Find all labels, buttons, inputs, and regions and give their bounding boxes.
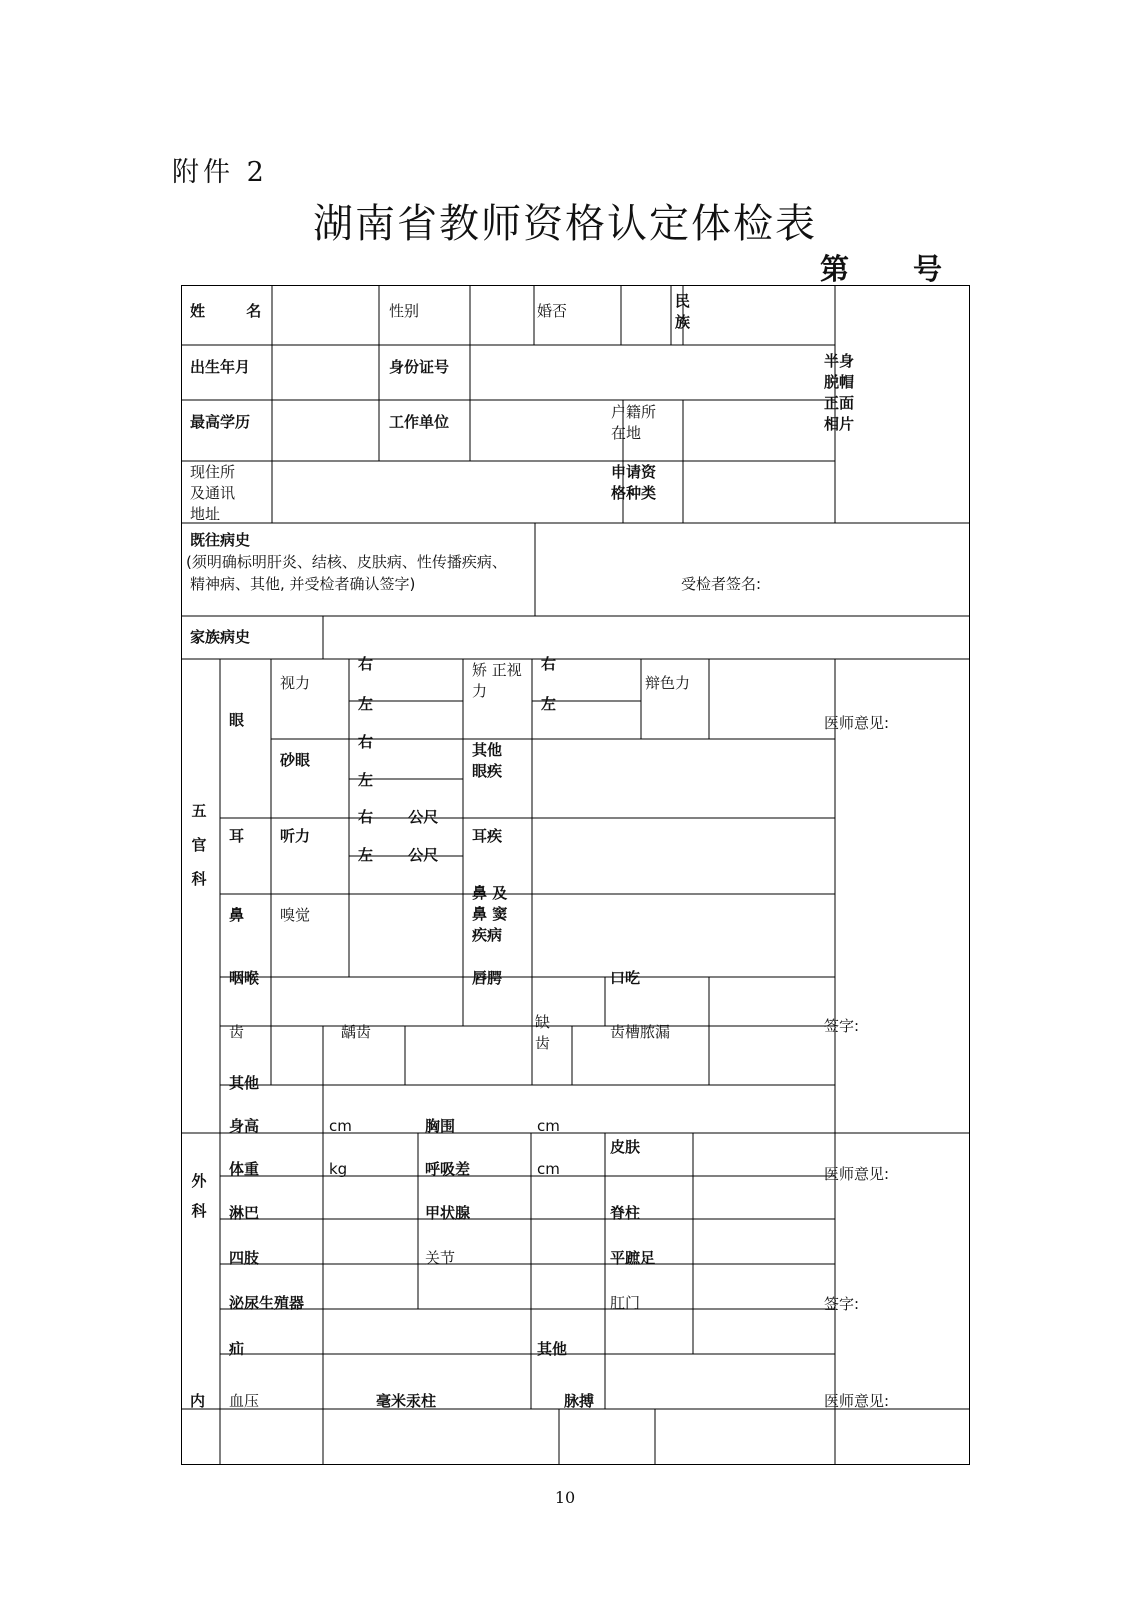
label-missing-teeth: 缺齿 bbox=[535, 1013, 551, 1052]
facial-doctor-opinion: 医师意见: bbox=[824, 714, 890, 732]
label-throat: 咽喉 bbox=[229, 969, 260, 987]
label-spine: 脊柱 bbox=[610, 1204, 641, 1222]
label-smell: 嗅觉 bbox=[280, 906, 311, 924]
label-urogenital: 泌尿生殖器 bbox=[229, 1294, 305, 1312]
label-eye: 眼 bbox=[229, 711, 245, 729]
form-border bbox=[182, 286, 970, 1465]
serial-prefix: 第 bbox=[820, 252, 850, 286]
breath-unit: cm bbox=[537, 1160, 560, 1178]
page-title: 湖南省教师资格认定体检表 bbox=[313, 201, 817, 247]
label-trachoma: 砂眼 bbox=[280, 751, 311, 769]
label-lymph: 淋巴 bbox=[229, 1204, 260, 1222]
label-gender: 性别 bbox=[389, 302, 420, 320]
label-thyroid: 甲状腺 bbox=[425, 1204, 471, 1222]
vision-left: 左 bbox=[358, 695, 374, 713]
weight-unit: kg bbox=[329, 1160, 348, 1178]
hearing-right: 右 公尺 bbox=[358, 808, 439, 826]
label-marital: 婚否 bbox=[537, 302, 568, 320]
label-vision: 视力 bbox=[280, 674, 311, 692]
hearing-left: 左 公尺 bbox=[358, 846, 439, 864]
trachoma-right: 右 bbox=[358, 733, 374, 751]
label-joints: 关节 bbox=[425, 1249, 456, 1267]
label-anus: 肛门 bbox=[610, 1294, 641, 1312]
label-other-eye: 其他眼疾 bbox=[472, 741, 503, 780]
form-grid bbox=[181, 285, 971, 1466]
corrected-right: 右 bbox=[541, 655, 557, 673]
label-family-history: 家族病史 bbox=[190, 628, 251, 646]
chest-unit: cm bbox=[537, 1117, 560, 1135]
label-flatfoot: 平蹠足 bbox=[610, 1249, 656, 1267]
label-surgery-other: 其他 bbox=[537, 1340, 568, 1358]
corrected-left: 左 bbox=[541, 695, 557, 713]
label-stutter: 口吃 bbox=[610, 969, 641, 987]
label-education: 最高学历 bbox=[190, 413, 251, 431]
label-color-vision: 辩色力 bbox=[645, 674, 691, 692]
label-breath-diff: 呼吸差 bbox=[425, 1160, 471, 1178]
label-name: 姓 名 bbox=[190, 302, 280, 320]
label-weight: 体重 bbox=[229, 1160, 260, 1178]
label-examinee-signature: 受检者签名: bbox=[681, 575, 762, 593]
page-number: 10 bbox=[554, 1488, 576, 1507]
section-facial: 五官科 bbox=[191, 802, 207, 888]
section-surgery: 外科 bbox=[191, 1172, 207, 1220]
attachment-label: 附件 2 bbox=[172, 157, 268, 188]
past-history-note-1: (须明确标明肝炎、结核、皮肤病、性传播疾病、 bbox=[186, 553, 507, 571]
facial-signature: 签字: bbox=[824, 1017, 860, 1035]
serial-number bbox=[820, 247, 942, 288]
label-hearing: 听力 bbox=[280, 827, 311, 845]
label-sinus: 鼻 及鼻 窦疾病 bbox=[472, 884, 508, 944]
label-caries: 龋齿 bbox=[341, 1023, 372, 1041]
label-blood-pressure: 血压 bbox=[229, 1392, 260, 1410]
label-ear: 耳 bbox=[229, 827, 245, 845]
label-limbs: 四肢 bbox=[229, 1249, 260, 1267]
label-teeth: 齿 bbox=[229, 1023, 245, 1041]
label-qualification: 申请资格种类 bbox=[611, 463, 657, 502]
serial-suffix: 号 bbox=[913, 252, 943, 286]
height-unit: cm bbox=[329, 1117, 352, 1135]
label-cleft-lip: 唇腭 bbox=[472, 969, 503, 987]
internal-doctor-opinion: 医师意见: bbox=[824, 1392, 890, 1410]
label-pyorrhea: 齿槽脓漏 bbox=[610, 1023, 671, 1041]
section-internal: 内 bbox=[190, 1392, 206, 1410]
label-hernia: 疝 bbox=[229, 1340, 245, 1358]
label-facial-other: 其他 bbox=[229, 1074, 260, 1092]
health-check-form bbox=[181, 285, 971, 1466]
label-past-history: 既往病史 bbox=[190, 531, 251, 549]
label-height: 身高 bbox=[229, 1117, 260, 1135]
label-corrected-vision: 矫 正视力 bbox=[472, 661, 522, 700]
label-skin: 皮肤 bbox=[610, 1138, 641, 1156]
label-address: 现住所及通讯地址 bbox=[190, 463, 236, 523]
surgery-doctor-opinion: 医师意见: bbox=[824, 1165, 890, 1183]
label-birth: 出生年月 bbox=[190, 358, 251, 376]
label-nose: 鼻 bbox=[229, 906, 245, 924]
label-employer: 工作单位 bbox=[389, 413, 450, 431]
bp-unit: 毫米汞柱 bbox=[376, 1392, 437, 1410]
label-ear-disease: 耳疾 bbox=[472, 827, 503, 845]
label-chest: 胸围 bbox=[425, 1117, 456, 1135]
photo-placeholder: 半身脱帽正面相片 bbox=[824, 352, 855, 433]
past-history-note-2: 精神病、其他, 并受检者确认签字) bbox=[190, 575, 416, 593]
label-hukou: 户籍所在地 bbox=[611, 403, 657, 442]
label-pulse: 脉搏 bbox=[564, 1392, 595, 1410]
label-ethnicity: 民族 bbox=[675, 292, 691, 331]
surgery-signature: 签字: bbox=[824, 1295, 860, 1313]
label-id-number: 身份证号 bbox=[389, 358, 450, 376]
vision-right: 右 bbox=[358, 655, 374, 673]
trachoma-left: 左 bbox=[358, 771, 374, 789]
